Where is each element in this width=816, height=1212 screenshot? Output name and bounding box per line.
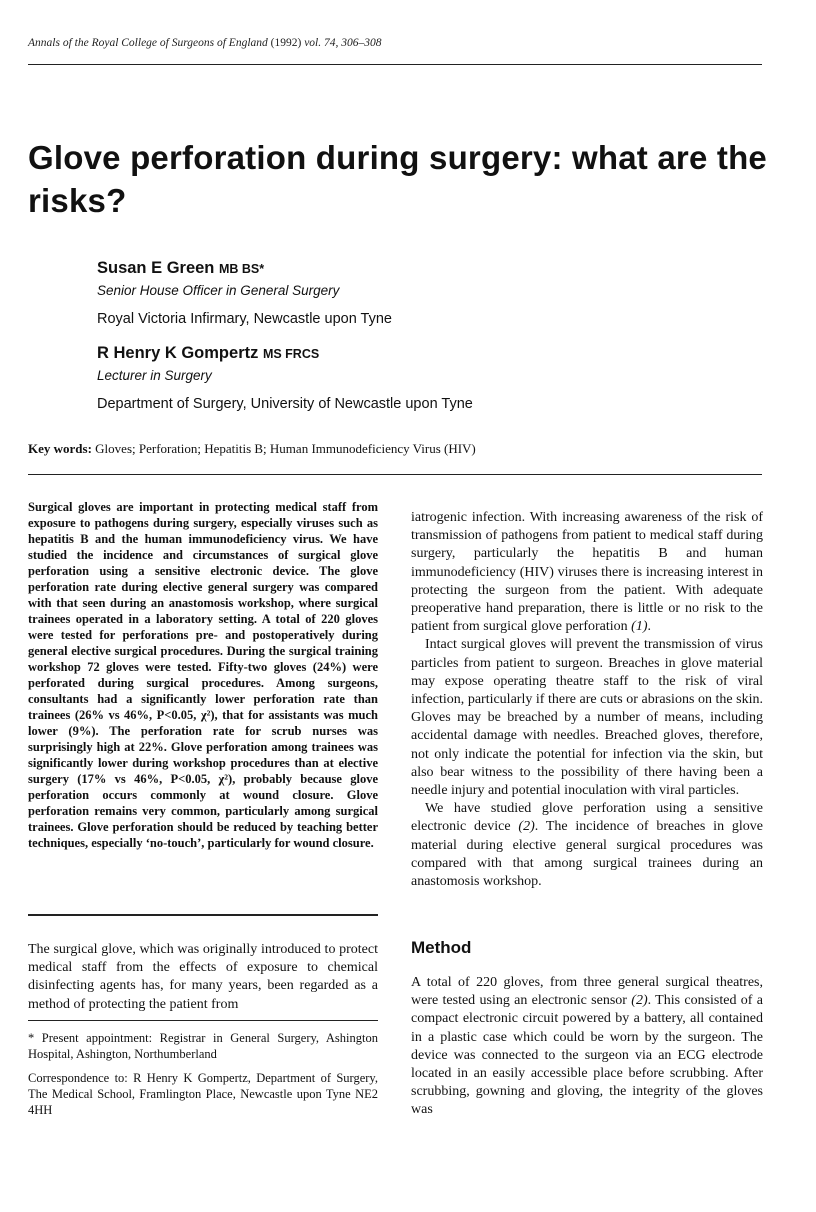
running-head (28, 37, 788, 49)
intro-paragraph: Intact surgical gloves will prevent the transmission of virus particles from patient to surgeon. Breaches in glove material may expose operating theatre staff to the risk of viral infection, particularly if there are cuts or abrasions on the skin. Gloves may be breached by a number of means, including accidental damage with needles. Breached gloves, therefore, not only indicate the potential for infection via the skin, but also bear witness to the possibility of there having been a needle injury and potential inoculation with viral particles. (411, 637, 763, 799)
intro-paragraph: The surgical glove, which was originally introduced to protect medical staff from the effects of exposure to chemical disinfecting agents has, for many years, been regarded as a method of protecting the patient from (28, 942, 378, 1012)
author-institution: Royal Victoria Infirmary, Newcastle upon Tyne (97, 311, 392, 327)
footnotes (28, 1030, 378, 1118)
keywords-rule (28, 474, 762, 475)
citation: (2) (631, 993, 648, 1009)
abstract (28, 499, 378, 851)
footnote-appointment: * Present appointment: Registrar in General Surgery, Ashington Hospital, Ashington, Northumberland (28, 1031, 378, 1061)
author-degrees: MS FRCS (262, 347, 320, 361)
author-role: Senior House Officer in General Surgery (97, 283, 340, 298)
author-list (97, 258, 757, 414)
author-1 (97, 258, 757, 329)
footnote-correspondence: Correspondence to: R Henry K Gompertz, Department of Surgery, The Medical School, Framlington Place, Newcastle upon Tyne NE2 4HH (28, 1071, 378, 1117)
keywords-text: Gloves; Perforation; Hepatitis B; Human Immunodeficiency Virus (HIV) (95, 441, 476, 456)
author-2 (97, 343, 757, 414)
abstract-rule (28, 914, 378, 916)
author-name: R Henry K Gompertz (97, 344, 259, 362)
citation: (1) (631, 619, 648, 635)
author-name: Susan E Green (97, 259, 215, 277)
method-section (411, 974, 763, 1120)
method-paragraph: A total of 220 gloves, from three general surgical theatres, were tested using an electronic sensor (2). This consisted of a compact electronic circuit powered by a battery, all contained in a plastic case which could be worn by the surgeon. The device was connected to the surgeon via an ECG electrode located in an easily accessible place before scrubbing. After scrubbing, gowning and gloving, the integrity of the gloves was (411, 975, 763, 1118)
introduction-left (28, 941, 378, 1014)
keywords-label: Key words: (28, 441, 92, 456)
author-role: Lecturer in Surgery (97, 368, 212, 383)
journal-name: Annals of the Royal College of Surgeons of England (28, 37, 268, 49)
author-institution: Department of Surgery, University of Newcastle upon Tyne (97, 396, 473, 412)
intro-paragraph: We have studied glove perforation using a sensitive electronic device (2). The incidence of breaches in glove material during elective general surgical procedures was compared with that among surgical trainees during an anastomosis workshop. (411, 801, 764, 890)
introduction-right (411, 509, 763, 891)
journal-volume: vol. 74, 306–308 (304, 37, 382, 49)
article-title: Glove perforation during surgery: what are the risks? (28, 139, 767, 219)
intro-paragraph: iatrogenic infection. With increasing awareness of the risk of transmission of pathogens from patient to medical staff during surgery, particularly the hepatitis B and human immunodeficiency (HIV) viruses there is increasing interest in protecting the surgeon from the patient. With adequate preoperative hand preparation, there is little or no risk to the patient from surgical glove perforation (1). (411, 510, 763, 635)
keywords (28, 441, 788, 457)
footnote-rule (28, 1020, 378, 1021)
journal-year: (1992) (270, 37, 302, 49)
abstract-text: Surgical gloves are important in protecting medical staff from exposure to pathogens during surgery, especially viruses such as hepatitis B and the human immunodeficiency virus. We have studied the incidence and circumstances of surgical glove perforation using a sensitive electronic device. The glove perforation rate during elective general surgery was compared with that seen during an anastomosis workshop, where surgical trainees operated in a laboratory setting. A total of 220 gloves were tested for perforations pre- and postoperatively during general elective surgical procedures. During the surgical training workshop 72 gloves were tested. Fifty-two gloves (24%) were perforated during surgical procedures. Among surgeons, consultants had a significantly lower perforation rate than trainees (26% vs 46%, P<0.05, χ²), that for assistants was much lower (9%). The perforation rate for scrub nurses was surprisingly high at 22%. Glove perforation among trainees was significantly lower during workshop procedures than at elective surgery (17% vs 46%, P<0.05, χ²), probably because glove perforation occurs commonly at wound closure. Glove perforation remains very common, particularly among surgical trainees. Glove perforation should be reduced by teaching better techniques, especially ‘no-touch’, particularly for wound closure. (28, 500, 378, 850)
author-degrees: MB BS* (218, 262, 265, 276)
method-heading: Method (411, 938, 472, 957)
citation: (2) (518, 819, 535, 835)
header-rule (28, 64, 762, 65)
